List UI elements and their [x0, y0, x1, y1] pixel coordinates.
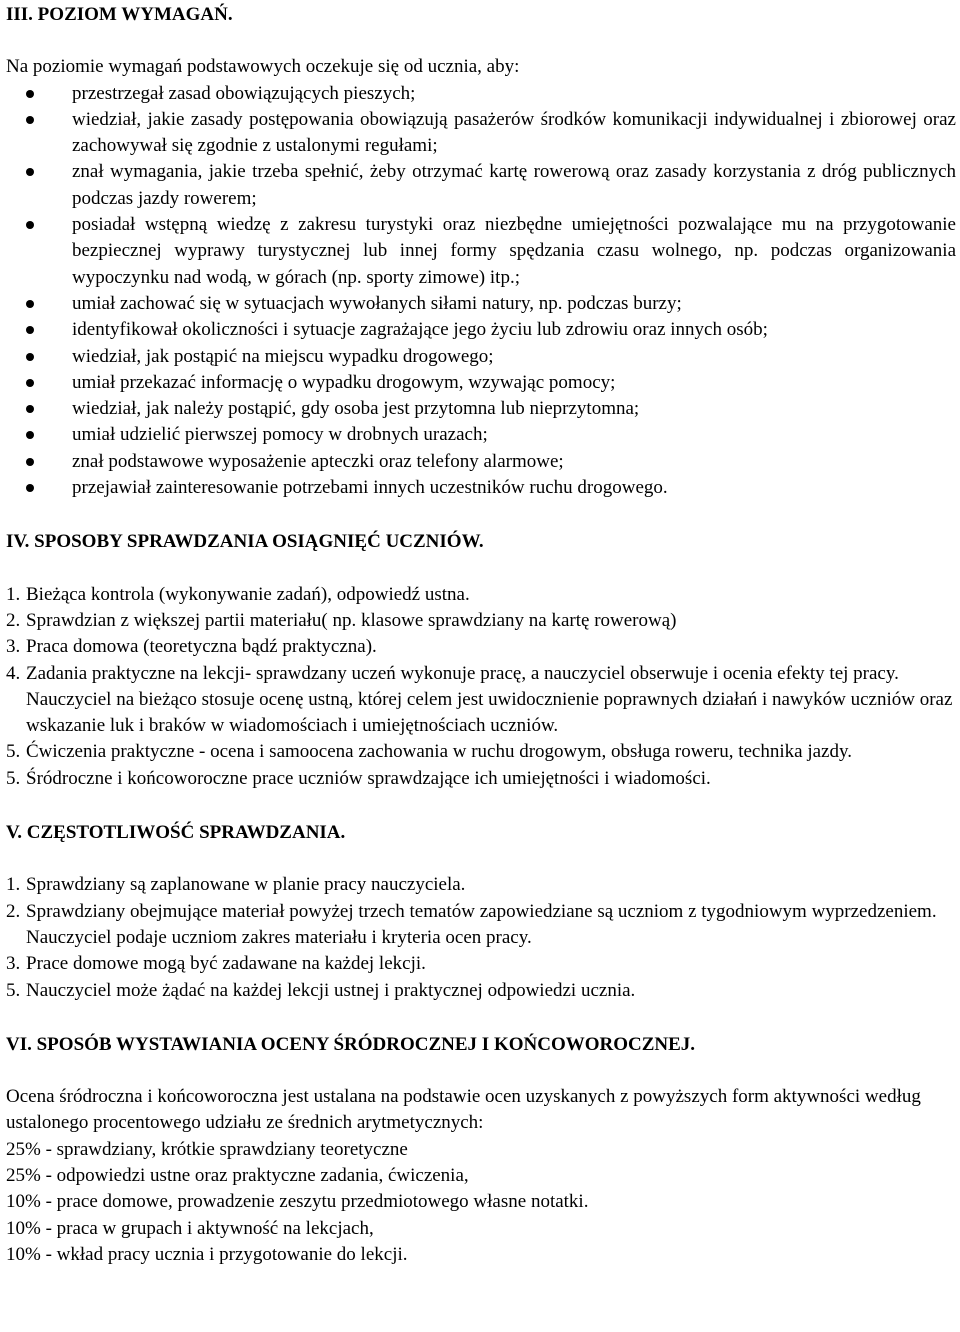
list-item: 10% - praca w grupach i aktywność na lekcjach,	[6, 1217, 374, 1239]
list-item: przejawiał zainteresowanie potrzebami innych uczestników ruchu drogowego.	[6, 475, 956, 501]
bullet-icon	[26, 353, 34, 361]
list-item: 2. Sprawdziany obejmujące materiał powyżej trzech tematów zapowiedziane są uczniom z tygodniowym wyprzedzeniem. Nauczyciel podaje uczniom zakres materiału i kryteria ocen pracy.	[6, 900, 937, 948]
bullet-icon	[26, 221, 34, 229]
bullet-icon	[26, 431, 34, 439]
list-item: 4. Zadania praktyczne na lekcji- sprawdzany uczeń wykonuje pracę, a nauczyciel obserwuje i ocenia efekty tej pracy. Nauczyciel na bieżąco stosuje ocenę ustną, której celem jest uwidocznienie poprawnych działań i nawyków uczniów oraz wskazanie luk i braków w wiadomościach i umiejętnościach uczniów.	[6, 662, 953, 737]
weighting-list	[6, 1137, 956, 1268]
section-3-heading: III. POZIOM WYMAGAŃ.	[6, 4, 233, 25]
bullet-icon	[26, 379, 34, 387]
bullet-icon	[26, 484, 34, 492]
bullet-icon	[26, 90, 34, 98]
list-item: 1. Bieżąca kontrola (wykonywanie zadań), odpowiedź ustna.	[6, 583, 470, 605]
list-item: 25% - sprawdziany, krótkie sprawdziany teoretyczne	[6, 1138, 408, 1160]
list-item: umiał przekazać informację o wypadku drogowym, wzywając pomocy;	[6, 370, 956, 396]
section-6-heading: VI. SPOSÓB WYSTAWIANIA OCENY ŚRÓDROCZNEJ I KOŃCOWOROCZNEJ.	[6, 1033, 696, 1055]
requirements-list	[6, 81, 956, 502]
list-item: identyfikował okoliczności i sytuacje zagrażające jego życiu lub zdrowiu oraz innych osób;	[6, 317, 956, 343]
bullet-icon	[26, 300, 34, 308]
list-item: znał wymagania, jakie trzeba spełnić, żeby otrzymać kartę rowerową oraz zasady korzystania z dróg publicznych podczas jazdy rowerem;	[6, 159, 956, 212]
list-item: 10% - wkład pracy ucznia i przygotowanie do lekcji.	[6, 1243, 408, 1265]
section-3-intro: Na poziomie wymagań podstawowych oczekuje się od ucznia, aby:	[6, 56, 520, 78]
list-item: 25% - odpowiedzi ustne oraz praktyczne zadania, ćwiczenia,	[6, 1164, 469, 1186]
list-item: umiał zachować się w sytuacjach wywołanych siłami natury, np. podczas burzy;	[6, 291, 956, 317]
section-4-heading: IV. SPOSOBY SPRAWDZANIA OSIĄGNIĘĆ UCZNIÓW.	[6, 531, 484, 553]
frequency-list	[6, 872, 956, 1003]
section-6-intro: Ocena śródroczna i końcoworoczna jest ustalana na podstawie ocen uzyskanych z powyższych form aktywności według ustalonego procentowego udziału ze średnich arytmetycznych:	[6, 1086, 921, 1134]
list-item: 10% - prace domowe, prowadzenie zeszytu przedmiotowego własne notatki.	[6, 1191, 589, 1213]
list-item: 5. Śródroczne i końcoworoczne prace uczniów sprawdzające ich umiejętności i wiadomości.	[6, 767, 711, 789]
list-item: 3. Prace domowe mogą być zadawane na każdej lekcji.	[6, 953, 426, 975]
bullet-icon	[26, 168, 34, 176]
list-item: wiedział, jak należy postąpić, gdy osoba jest przytomna lub nieprzytomna;	[6, 396, 956, 422]
list-item: przestrzegał zasad obowiązujących pieszych;	[6, 81, 956, 107]
document-page	[6, 2, 956, 1268]
list-item: wiedział, jakie zasady postępowania obowiązują pasażerów środków komunikacji indywidualnej i zbiorowej oraz zachowywał się zgodnie z ustalonymi regułami;	[6, 107, 956, 160]
bullet-icon	[26, 326, 34, 334]
list-item: znał podstawowe wyposażenie apteczki oraz telefony alarmowe;	[6, 449, 956, 475]
section-5-heading: V. CZĘSTOTLIWOŚĆ SPRAWDZANIA.	[6, 822, 346, 844]
list-item: 1. Sprawdziany są zaplanowane w planie pracy nauczyciela.	[6, 874, 466, 896]
bullet-icon	[26, 116, 34, 124]
list-item: 3. Praca domowa (teoretyczna bądź praktyczna).	[6, 636, 377, 658]
list-item: posiadał wstępną wiedzę z zakresu turystyki oraz niezbędne umiejętności pozwalające mu na przygotowanie bezpiecznej wyprawy turystycznej lub innej formy spędzania czasu wolnego, np. podczas organizowania wypoczynku nad wodą, w górach (np. sporty zimowe) itp.;	[6, 212, 956, 291]
bullet-icon	[26, 458, 34, 466]
list-item: umiał udzielić pierwszej pomocy w drobnych urazach;	[6, 422, 956, 448]
bullet-icon	[26, 405, 34, 413]
list-item: wiedział, jak postąpić na miejscu wypadku drogowego;	[6, 344, 956, 370]
list-item: 2. Sprawdzian z większej partii materiału( np. klasowe sprawdziany na kartę rowerową)	[6, 609, 677, 631]
list-item: 5. Nauczyciel może żądać na każdej lekcji ustnej i praktycznej odpowiedzi ucznia.	[6, 979, 636, 1001]
list-item: 5. Ćwiczenia praktyczne - ocena i samoocena zachowania w ruchu drogowym, obsługa roweru, technika jazdy.	[6, 741, 852, 763]
checking-methods-list	[6, 582, 956, 792]
